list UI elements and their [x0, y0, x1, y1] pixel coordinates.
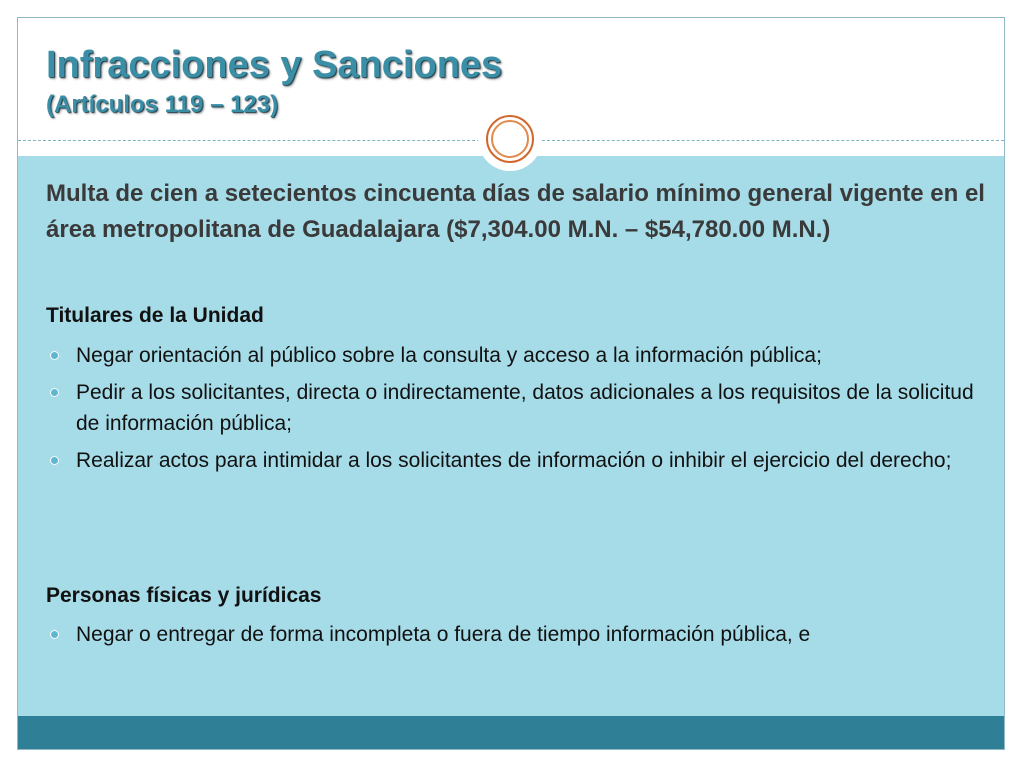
list-item [46, 340, 986, 371]
list-item [46, 619, 986, 650]
list-item [46, 377, 986, 439]
list-item [46, 445, 986, 476]
section-heading-titulares: Titulares de la Unidad [46, 304, 264, 327]
slide-frame [17, 17, 1005, 750]
concentric-circles-icon [484, 113, 536, 165]
list-item-text: Negar o entregar de forma incompleta o fuera de tiempo información pública, e [76, 623, 811, 646]
bottom-bar [18, 716, 1004, 750]
section-heading-personas: Personas físicas y jurídicas [46, 584, 322, 607]
bullet-dot-icon [50, 351, 59, 360]
list-item-text: Pedir a los solicitantes, directa o indirectamente, datos adicionales a los requisitos de la solicitud de información pública; [76, 381, 974, 435]
bullet-dot-icon [50, 630, 59, 639]
bullet-dot-icon [50, 456, 59, 465]
slide-title: Infracciones y Sanciones [46, 44, 503, 86]
list-item-text: Negar orientación al público sobre la consulta y acceso a la información pública; [76, 344, 822, 367]
bullet-list-personas [46, 619, 986, 656]
list-item-text: Realizar actos para intimidar a los solicitantes de información o inhibir el ejercicio del derecho; [76, 449, 952, 472]
slide-subtitle: (Artículos 119 – 123) [46, 91, 279, 118]
ornament-inner-ring [491, 120, 529, 158]
bullet-list-titulares [46, 340, 986, 482]
fine-description: Multa de cien a setecientos cincuenta días de salario mínimo general vigente en el área metropolitana de Guadalajara ($7,304.00 M.N. – $54,780.00 M.N.) [46, 180, 985, 243]
bullet-dot-icon [50, 388, 59, 397]
